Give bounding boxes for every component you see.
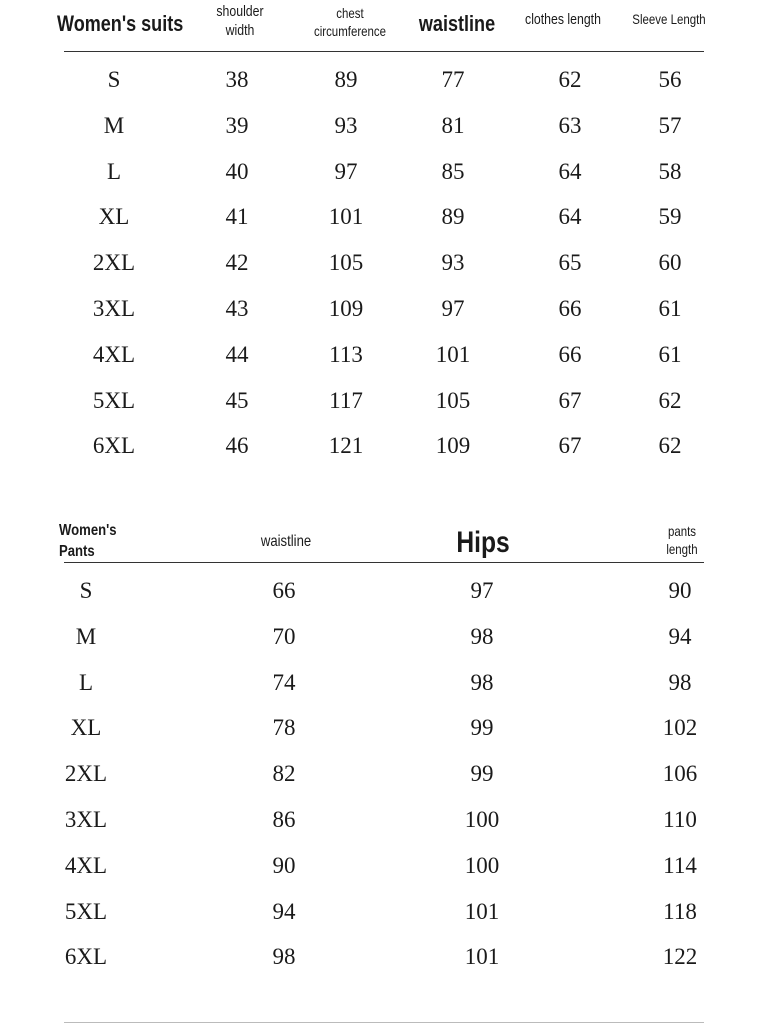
clothes-length-cell: 64: [558, 158, 582, 184]
shoulder-width-cell: 44: [225, 341, 249, 367]
size-cell: S: [107, 67, 121, 92]
size-cell: L: [78, 669, 94, 695]
sleeve-length-cell: 59: [658, 204, 682, 230]
hips-cell: 100: [464, 807, 500, 832]
waistline-cell: 70: [272, 623, 296, 649]
size-cell: 3XL: [64, 807, 108, 832]
sleeve-length-cell: 57: [658, 112, 682, 138]
chest-cell: 93: [334, 112, 358, 138]
waistline-cell: 78: [272, 715, 296, 741]
pants-length-cell: 110: [663, 807, 697, 832]
shoulder-width-cell: 40: [225, 158, 249, 184]
header-pants-waistline: waistline: [260, 533, 312, 550]
chest-cell: 89: [334, 67, 358, 92]
header-chest-circumference: chest circumference: [313, 5, 387, 39]
shoulder-width-cell: 45: [225, 387, 249, 413]
sleeve-length-cell: 61: [658, 296, 682, 321]
hips-cell: 99: [470, 715, 494, 741]
sleeve-length-cell: 56: [658, 67, 682, 92]
hips-cell: 99: [470, 761, 494, 787]
chest-cell: 113: [329, 341, 363, 367]
size-cell: M: [75, 623, 97, 649]
pants-length-cell: 102: [662, 715, 698, 741]
clothes-length-cell: 62: [558, 67, 582, 92]
waistline-cell: 105: [435, 387, 471, 413]
clothes-length-cell: 67: [558, 433, 582, 459]
waistline-cell: 93: [441, 250, 465, 276]
waistline-cell: 74: [272, 669, 296, 695]
chest-cell: 105: [328, 250, 364, 276]
size-cell: 4XL: [92, 341, 136, 367]
header-sleeve-length: Sleeve Length: [632, 11, 706, 27]
size-cell: 3XL: [92, 296, 136, 321]
shoulder-width-cell: 42: [225, 250, 249, 276]
size-cell: 4XL: [64, 852, 108, 878]
size-cell: XL: [70, 715, 102, 741]
header-clothes-length: clothes length: [525, 11, 601, 28]
size-cell: 6XL: [64, 944, 108, 970]
chest-cell: 109: [328, 296, 364, 321]
waistline-cell: 86: [272, 807, 296, 832]
waistline-cell: 66: [272, 578, 296, 603]
hips-cell: 97: [470, 578, 494, 603]
waistline-cell: 90: [272, 852, 296, 878]
sleeve-length-cell: 61: [658, 341, 682, 367]
clothes-length-cell: 66: [558, 341, 582, 367]
shoulder-width-cell: 46: [225, 433, 249, 459]
sleeve-length-cell: 62: [658, 433, 682, 459]
size-cell: S: [79, 578, 93, 603]
size-cell: M: [103, 112, 125, 138]
pants-length-cell: 122: [662, 944, 698, 970]
waistline-cell: 98: [272, 944, 296, 970]
suits-header-divider: [64, 51, 704, 52]
size-cell: 5XL: [92, 387, 136, 413]
pants-length-cell: 98: [668, 669, 692, 695]
sleeve-length-cell: 60: [658, 250, 682, 276]
waistline-cell: 109: [435, 433, 471, 459]
clothes-length-cell: 65: [558, 250, 582, 276]
hips-cell: 101: [464, 944, 500, 970]
hips-cell: 100: [464, 852, 500, 878]
shoulder-width-cell: 43: [225, 296, 249, 321]
waistline-cell: 101: [435, 341, 471, 367]
waistline-cell: 77: [441, 67, 465, 92]
shoulder-width-cell: 41: [225, 204, 249, 230]
waistline-cell: 82: [272, 761, 296, 787]
clothes-length-cell: 64: [558, 204, 582, 230]
chest-cell: 101: [328, 204, 364, 230]
waistline-cell: 81: [441, 112, 465, 138]
shoulder-width-cell: 38: [225, 67, 249, 92]
sleeve-length-cell: 62: [658, 387, 682, 413]
clothes-length-cell: 67: [558, 387, 582, 413]
header-pants-length: pants length: [666, 523, 698, 558]
waistline-cell: 94: [272, 898, 296, 924]
waistline-cell: 85: [441, 158, 465, 184]
pants-length-cell: 114: [663, 852, 697, 878]
size-cell: L: [106, 158, 122, 184]
pants-length-cell: 118: [663, 898, 697, 924]
clothes-length-cell: 66: [558, 296, 582, 321]
size-cell: 2XL: [64, 761, 108, 787]
chest-cell: 117: [329, 387, 363, 413]
chest-cell: 97: [334, 158, 358, 184]
pants-length-cell: 90: [668, 578, 692, 603]
hips-cell: 98: [470, 623, 494, 649]
header-hips: Hips: [456, 526, 510, 559]
header-shoulder-width: shoulder width: [216, 3, 264, 39]
size-cell: 6XL: [92, 433, 136, 459]
size-cell: XL: [98, 204, 130, 230]
suits-title: Women's suits: [57, 11, 184, 36]
hips-cell: 98: [470, 669, 494, 695]
bottom-divider: [64, 1022, 704, 1023]
header-waistline: waistline: [418, 11, 496, 36]
clothes-length-cell: 63: [558, 112, 582, 138]
size-cell: 5XL: [64, 898, 108, 924]
sleeve-length-cell: 58: [658, 158, 682, 184]
chest-cell: 121: [328, 433, 364, 459]
pants-title: Women's Pants: [59, 522, 117, 560]
pants-header-divider: [64, 562, 704, 563]
hips-cell: 101: [464, 898, 500, 924]
shoulder-width-cell: 39: [225, 112, 249, 138]
waistline-cell: 97: [441, 296, 465, 321]
size-cell: 2XL: [92, 250, 136, 276]
pants-length-cell: 106: [662, 761, 698, 787]
waistline-cell: 89: [441, 204, 465, 230]
pants-length-cell: 94: [668, 623, 692, 649]
